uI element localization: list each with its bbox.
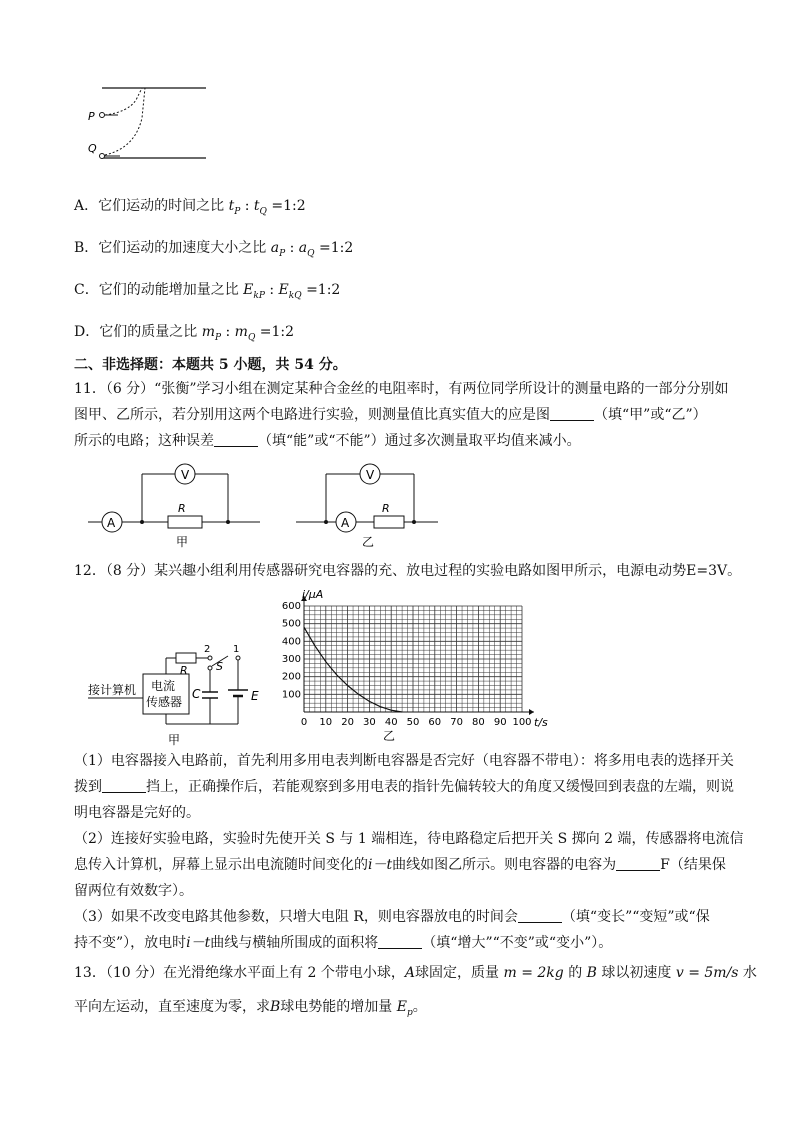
chart-ticks (282, 601, 532, 728)
x-tick-label: 80 (472, 717, 485, 728)
label-q: Q (88, 142, 97, 155)
q13-line2a: 平向左运动，直至速度为零，求 (74, 999, 270, 1015)
q11-line3b: （填“能”或“不能”）通过多次测量取平均值来减小。 (258, 433, 581, 449)
chart-xlabel: t/s (534, 716, 548, 729)
q12-blank-3[interactable] (518, 908, 562, 923)
q12-p3e: （填“增大”“不变”或“变小”）。 (422, 935, 613, 951)
q12-p2-line3: 留两位有效数字）。 (74, 883, 193, 899)
x-tick-label: 60 (428, 717, 442, 728)
terminal-1-label: 1 (233, 644, 240, 655)
q13-ep-sub: p (406, 1007, 413, 1018)
caption-jia: 甲 (176, 535, 189, 549)
q12-p2-line2 (74, 852, 754, 878)
sensor-label-2: 传感器 (146, 695, 183, 709)
x-tick-label: 100 (512, 717, 532, 728)
resistor-rx (168, 516, 202, 528)
q13-ball-b: B (586, 965, 597, 981)
x-tick-label: 10 (319, 717, 333, 728)
q13-line1a: 13．（10 分）在光滑绝缘水平面上有 2 个带电小球， (74, 965, 405, 981)
option-b: B．它们运动的加速度大小之比 $a_P$ : $a_Q$ =1:2 (74, 240, 354, 259)
chart-grid (304, 606, 522, 712)
q12-it-1: i－t (368, 857, 393, 873)
q12-p1-line2 (74, 774, 754, 800)
q13-line1d: 球以初速度 (601, 965, 672, 981)
option-d-text: D．它们的质量之比 (74, 324, 198, 340)
y-tick-label: 100 (282, 689, 301, 701)
q12-line1-text: 12．（8 分）某兴趣小组利用传感器研究电容器的充、放电过程的实验电路如图甲所示，电源电动势 (74, 563, 687, 579)
y-tick-label: 600 (282, 601, 301, 612)
q13-line1 (74, 960, 757, 986)
q12-p3b: （填“变长”“变短”或“保 (561, 909, 710, 925)
q12-p3-line1 (74, 904, 754, 930)
q12-p2d: F（结果保 (660, 857, 726, 873)
s-label: S (216, 660, 223, 673)
q12-p3d: 曲线与横轴所围成的面积将 (210, 935, 379, 951)
q11-line3 (74, 428, 754, 454)
chart-axes (301, 596, 534, 715)
option-b-text: B．它们运动的加速度大小之比 (74, 240, 267, 256)
voltmeter-label: V (181, 468, 190, 482)
y-tick-label: 200 (282, 671, 301, 683)
pq-figure (80, 78, 220, 168)
rx-label: R (382, 502, 390, 515)
x-tick-label: 90 (493, 717, 507, 728)
q12-p3a: （3）如果不改变电路其他参数，只增大电阻 R，则电容器放电的时间会 (74, 909, 518, 925)
q11-line2b: （填“甲”或“乙”） (594, 407, 707, 423)
q12-p2b: 息传入计算机，屏幕上显示出电流随时间变化的 (74, 857, 368, 873)
section-2-heading: 二、非选择题：本题共 5 小题，共 54 分。 (74, 357, 347, 373)
q13-line2b: 球电势能的增加量 (280, 999, 393, 1015)
q11-blank-1[interactable] (550, 406, 594, 421)
circuit-yi (296, 460, 441, 552)
label-p: P (88, 110, 95, 123)
option-a-text: A．它们运动的时间之比 (74, 198, 225, 214)
option-a-ratio: =1:2 (271, 198, 306, 214)
option-d: D．它们的质量之比 $m_P$ : $m_Q$ =1:2 (74, 324, 295, 343)
q12-blank-2[interactable] (616, 856, 660, 871)
option-c: C．它们的动能增加量之比 $E_{kP}$ : $E_{kQ}$ =1:2 (74, 282, 341, 301)
x-tick-label: 0 (300, 717, 308, 728)
resistor-r (176, 653, 196, 663)
r-label: R (180, 664, 188, 677)
circuit-jia (88, 460, 263, 552)
x-tick-label: 40 (384, 717, 398, 728)
q13-mass: m = 2kg (503, 965, 564, 981)
caption-jia-2: 甲 (168, 733, 181, 746)
particle-p (100, 113, 105, 118)
voltmeter-label: V (366, 468, 375, 482)
option-c-text: C．它们的动能增加量之比 (74, 282, 239, 298)
chart-caption: 乙 (383, 729, 396, 743)
q12-p2c: 曲线如图乙所示。则电容器的电容为 (392, 857, 617, 873)
q12-p3-line2 (74, 930, 754, 956)
terminal-2-label: 2 (204, 644, 211, 655)
resistor-rx (374, 516, 404, 528)
q12-line1 (74, 558, 754, 584)
c-label: C (192, 687, 201, 701)
x-tick-label: 20 (341, 717, 354, 728)
q12-blank-1[interactable] (102, 778, 146, 793)
q12-p1-line1: （1）电容器接入电路前，首先利用多用电表判断电容器是否完好（电容器不带电）：将多用电表的选择开关 (74, 753, 734, 769)
q13-ep: E (396, 999, 407, 1015)
particle-q (100, 154, 105, 159)
q13-line2c: 。 (412, 999, 427, 1015)
option-d-ratio: =1:2 (259, 324, 295, 340)
q11-line2a: 图甲、乙所示，若分别用这两个电路进行实验，则测量值比真实值大的应是图 (74, 407, 550, 423)
ammeter-label: A (107, 516, 116, 530)
computer-label: 接计算机 (88, 683, 137, 697)
sensor-label-1: 电流 (151, 679, 176, 693)
q11-line3a: 所示的电路；这种误差 (74, 433, 214, 449)
ammeter-label: A (341, 516, 350, 530)
q13-velocity: v = 5m/s (675, 965, 739, 981)
rx-label: R (178, 502, 186, 515)
q13-line2 (74, 994, 754, 1026)
q12-p3c: 持不变”），放电时 (74, 935, 187, 951)
capacitor-circuit (88, 638, 278, 746)
option-b-ratio: =1:2 (319, 240, 354, 256)
q13-ball-a: A (404, 965, 416, 981)
option-a: A．它们运动的时间之比 $t_P$ : $t_Q$ =1:2 (74, 198, 306, 217)
i-t-chart (282, 586, 572, 746)
e-label: E (251, 689, 259, 703)
q12-p1b: 拨到 (74, 779, 102, 795)
p-trajectory (105, 88, 142, 115)
q12-emf: E=3V。 (686, 563, 742, 579)
q11-blank-2[interactable] (214, 432, 258, 447)
q12-p1-line3: 明电容器是完好的。 (74, 805, 200, 821)
caption-yi: 乙 (362, 535, 375, 549)
option-c-ratio: =1:2 (306, 282, 341, 298)
chart-ylabel: i/μA (302, 588, 324, 601)
x-tick-label: 70 (450, 717, 463, 728)
q13-line1c: 的 (568, 965, 583, 981)
y-tick-label: 500 (282, 618, 301, 630)
x-tick-label: 50 (406, 717, 420, 728)
q12-p1c: 挡上，正确操作后，若能观察到多用电表的指针先偏转较大的角度又缓慢回到表盘的左端，则说 (146, 779, 734, 795)
q13-ball-b-2: B (270, 999, 281, 1015)
q12-it-2: i－t (186, 935, 211, 951)
y-tick-label: 300 (282, 654, 301, 665)
x-tick-label: 30 (363, 717, 376, 728)
q13-line1e: 水 (742, 965, 757, 981)
q11-line1: 11．（6 分）“张衡”学习小组在测定某种合金丝的电阻率时，有两位同学所设计的测量电路的一部分分别如 (74, 381, 729, 397)
q12-p2-line1: （2）连接好实验电路，实验时先使开关 S 与 1 端相连，待电路稳定后把开关 S 掷向 2 端，传感器将电流信 (74, 831, 744, 847)
q13-line1b: 球固定，质量 (415, 965, 500, 981)
q12-blank-4[interactable] (378, 934, 422, 949)
q-trajectory (105, 88, 145, 155)
q11-line2 (74, 402, 754, 428)
x-axis-arrow (529, 709, 534, 715)
y-tick-label: 400 (282, 636, 301, 648)
